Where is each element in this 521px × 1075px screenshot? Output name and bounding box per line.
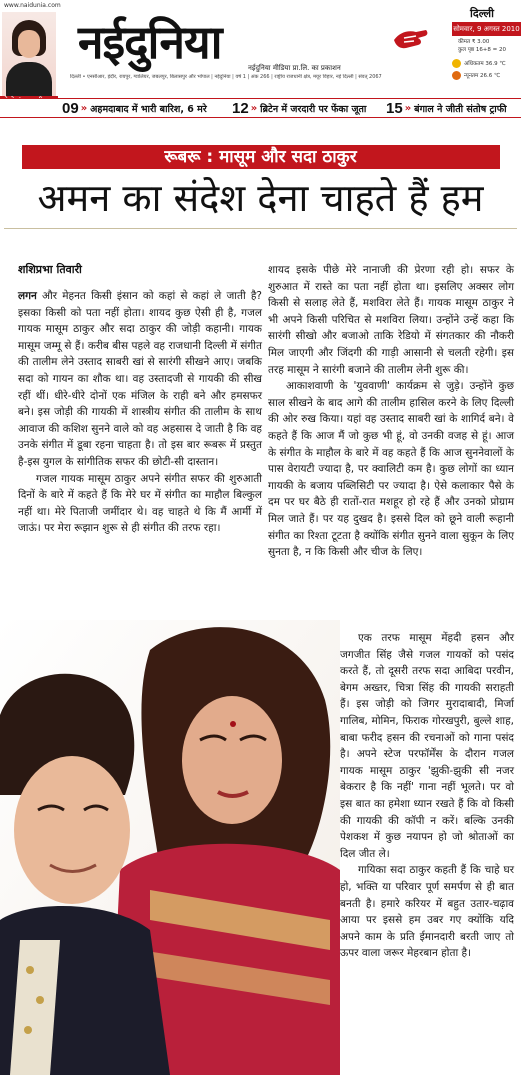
strip-page-number: 15 [386,99,403,117]
paragraph: एक तरफ मासूम मेंहदी हसन और जगजीत सिंह जैसे गजल गायकों को पसंद करते हैं, तो दूसरी तरफ सदा आबिदा परवीन, बेगम अख्तर, चित्रा सिंह की गायकी सराहती हैं। इस जोड़ी को जिगर मुरादाबादी, मिर्जा गालिब, मोमिन, फिराक गोरखपुरी, बुल्ले शाह, बाबा फरीद हसन की रचनाओं को गाना पसंद है। अपने स्टेज परफॉर्मेंस के दौरान गजल गायक मासूम ठाकुर 'झुकी-झुकी सी नजर बेकरार है कि नहीं' गाना नहीं भूलते। पर वो इस बात का हमेशा ध्यान रखते हैं कि वो किसी की गायकी की कॉपी न करें। बल्कि उनकी पेशकश में कुछ नयापन हो जो श्रोताओं का दिल जीत ले। [340,632,514,860]
weather-min [452,70,521,82]
strip-headline: अहमदाबाद में भारी बारिश, 6 मरे [90,103,207,115]
portrait-photo [2,12,56,96]
strip-headline: ब्रिटेन में जरदारी पर फेंका जूता [260,103,367,115]
paragraph: आकाशवाणी के 'युववाणी' कार्यक्रम से जुड़े। उन्होंने कुछ साल सीखने के बाद आगे की तालीम हासिल करने के लिए दिल्ली की ओर रुख किया। यहां वह उस्ताद साबरी खां के शागिर्द बने। वे कहते हैं कि आज मैं जो कुछ भी हूं, वो उनकी वजह से हूं। आज के संगीत के माहौल के बारे में वह कहते हैं कि आज सुननेवालों के पास वेरायटी ज्यादा है, पर क्वालिटी कम है। कुछ लोगों का ध्यान गायकी के बजाय पब्लिसिटी पर ज्यादा है। ऐसे कलाकार पैसे के दम पर घर बैठे ही रातों-रात मशहूर हो रहे हैं और उनको प्रोग्राम मिल जाते हैं। पर यह दुखद है। इससे दिल को छूने वाली रूहानी संगीत का रिश्ता टूटता है क्योंकि संगीत सुनने वाला सुकून के लिए सुनता है, न कि किसी और चीज के लिए। [268,380,514,559]
divider [4,228,517,229]
double-chevron-icon: » [250,102,258,114]
sun-icon [452,59,461,68]
weather-min-text: न्यूनतम 26.6 ℃ [464,73,501,79]
editions-line: दिल्ली • एनसीआर, इंदौर, रायपुर, ग्वालियर, जबलपुर, बिलासपुर और भोपाल | नईदुनिया | वर्ष 1 | अंक 266 | राष्ट्रीय राजधानी क्षेत्र, मयूर विहार, नई दिल्ली | संवत् 2067 [70,74,382,80]
portrait-body [6,62,52,96]
weather-max-text: अधिकतम 36.9 ℃ [464,61,506,67]
singers-photo [0,620,340,1075]
article-kicker: रूबरू : मासूम और सदा ठाकुर [164,147,357,167]
weather-box [452,58,521,82]
paragraph [18,288,262,471]
article-column-1 [18,288,262,537]
paragraph: गायिका सदा ठाकुर कहती हैं कि चाहे घर हो, भक्ति या परिवार पूर्ण समर्पण से ही बात बनती है। हमारे करियर में बहुत उतार-चढ़ाव आया पर इससे हम उबर गए क्योंकि यदि अपने काम के प्रति ईमानदारी बरती जाए तो ऊपर वाला जरूर मेहरबान होता है। [340,864,514,960]
strip-item[interactable] [232,99,366,117]
article-column-2 [268,262,514,561]
paragraph: शायद इसके पीछे मेरे नानाजी की प्रेरणा रही हो। सफर के शुरुआत में रास्ते का पता नहीं होता था। इसलिए अक्सर लोग किसी से सलाह लेते हैं, मशविरा लेते हैं। गायक मासूम ठाकुर ने भी अपने किसी परिचित से मशविरा लिया। उन्होंने उन्हें कहा कि सारंगी सीखो और बजाओ ताकि रेडियो में संगतकार की नौकरी मिल जाएगी और जिंदगी की गाड़ी आसानी से चलती रहेगी। इस तरह मासूम ने सारंगी बजाने की तालीम लेनी शुरू की। [268,264,514,376]
issue-pages: कुल पृष्ठ 16+8 = 20 [458,47,507,53]
strip-page-number: 09 [62,99,79,117]
double-chevron-icon: » [404,102,412,114]
masthead-tagline: नईदुनिया मीडिया प्रा.लि. का प्रकाशन [248,64,341,72]
news-index-strip [0,98,521,118]
double-chevron-icon: » [80,102,88,114]
article-byline: शशिप्रभा तिवारी [18,263,82,276]
strip-page-number: 12 [232,99,249,117]
lead-word: लगन [18,290,37,302]
newspaper-logo: नईदुनिया [78,15,222,69]
portrait-face [18,30,40,58]
article-headline: अमन का संदेश देना चाहते हैं हम [37,176,484,220]
temperature-icon [452,71,461,80]
edition-city: दिल्ली [470,7,494,20]
issue-price: कीमत ₹ 3.00 [458,39,490,45]
paragraph: गजल गायक मासूम ठाकुर अपने संगीत सफर की शुरुआती दिनों के बारे में कहते हैं कि मेरे घर में संगीत का माहौल बिल्कुल नहीं था। मेरे पिताजी जमींदार थे। वह चाहते थे कि मैं आर्मी में जाऊं। पर मेरा रूझान शुरू से ही संगीत की तरफ रहा। [18,472,262,535]
strip-item[interactable] [386,99,507,117]
issue-info [458,38,506,54]
logo-hand-icon [392,26,430,52]
strip-item[interactable] [62,99,207,117]
singers-photo-illustration [0,620,340,1075]
issue-date: सोमवार, 9 अगस्त 2010 [452,22,521,36]
strip-headline: बंगाल ने जीती संतोष ट्राफी [414,103,507,115]
article-column-3 [340,630,514,962]
weather-max [452,58,521,70]
site-url: www.naidunia.com [4,2,61,9]
paragraph-text: और मेहनत किसी इंसान को कहां से कहां ले जाती है? इसका किसी को पता नहीं होता। शायद कुछ ऐसी ही है, गजल गायक मासूम ठाकुर और सदा ठाकुर की जोड़ी कहानी। गायक मासूम जम्मू से हैं। करीब बीस पहले वह राजधानी दिल्ली में संगीत की तालीम लेने उस्ताद साबरी खां से सारंगी सीखने आए। जबकि सदा को गायन का शौक था। वह उस्तादजी से गायकी की सीख रहीं थीं। धीरे-धीरे दोनों एक मंजिल के राही बने और हमसफर बने। इस जोड़ी की गायकी में शास्त्रीय संगीत की तालीम के साथ आवाज की कशिश सुनने वाले को वह अहसास दे जाती है कि वह उनके संगीत में डूबा रहना चाहता है। तो इस बार रूबरू में प्रस्तुत है-इस युगल के सांगीतिक सफर की छोटी-सी दास्तान। [18,290,262,468]
